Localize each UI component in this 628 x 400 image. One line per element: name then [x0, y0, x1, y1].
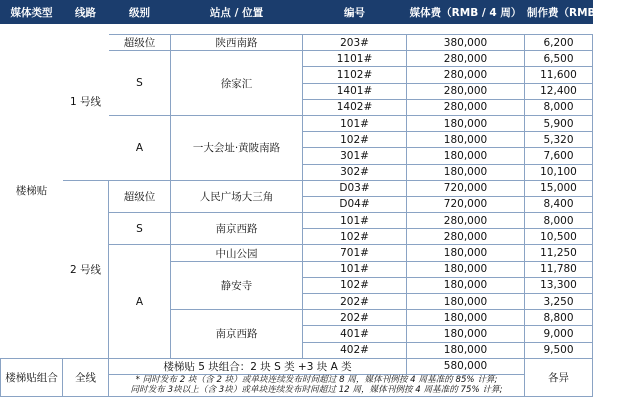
production-fee-cell: 5,900: [525, 115, 593, 131]
production-fee-cell: 8,000: [525, 213, 593, 229]
level-cell: A: [109, 115, 171, 180]
discount-notes: [109, 374, 525, 396]
media-fee-cell: 180,000: [407, 164, 525, 180]
production-fee-cell: 8,000: [525, 99, 593, 115]
code-cell: 301#: [303, 148, 407, 164]
production-fee-cell: 8,400: [525, 196, 593, 212]
header-row: [1, 1, 593, 24]
code-cell: 202#: [303, 294, 407, 310]
code-cell: 101#: [303, 261, 407, 277]
production-fee-cell: 9,500: [525, 342, 593, 358]
header-code: 编号: [303, 1, 407, 24]
combo-line-cell: 全线: [63, 358, 109, 396]
media-fee-cell: 280,000: [407, 83, 525, 99]
code-cell: 302#: [303, 164, 407, 180]
code-cell: 102#: [303, 277, 407, 293]
production-fee-cell: 10,500: [525, 229, 593, 245]
header-media-type: 媒体类型: [1, 1, 63, 24]
code-cell: 101#: [303, 115, 407, 131]
production-fee-cell: 11,250: [525, 245, 593, 261]
production-fee-cell: 8,800: [525, 310, 593, 326]
code-cell: 1402#: [303, 99, 407, 115]
combo-production-fee: 各异: [525, 358, 593, 396]
combo-description: 楼梯贴 5 块组合：2 块 S 类 +3 块 A 类: [109, 358, 407, 374]
media-fee-cell: 280,000: [407, 213, 525, 229]
media-fee-cell: 720,000: [407, 180, 525, 196]
level-cell: S: [109, 51, 171, 116]
discount-note-2: 同时发布 3块以上（含 3块）或单块连续发布时间超过 12 周，媒体刊例按 4 周基准的 75% 计算;: [130, 385, 503, 396]
code-cell: 203#: [303, 35, 407, 51]
production-fee-cell: 13,300: [525, 277, 593, 293]
production-fee-cell: 7,600: [525, 148, 593, 164]
production-fee-cell: 12,400: [525, 83, 593, 99]
production-fee-cell: 10,100: [525, 164, 593, 180]
combo-type-cell: 楼梯贴组合: [1, 358, 63, 396]
production-fee-cell: 6,200: [525, 35, 593, 51]
media-fee-cell: 280,000: [407, 51, 525, 67]
code-cell: 202#: [303, 310, 407, 326]
code-cell: 102#: [303, 229, 407, 245]
code-cell: 1102#: [303, 67, 407, 83]
line2-cell: 2 号线: [63, 180, 109, 358]
code-cell: D04#: [303, 196, 407, 212]
media-fee-cell: 180,000: [407, 326, 525, 342]
level-cell: S: [109, 213, 171, 245]
header-station: 站点 / 位置: [171, 1, 303, 24]
combo-media-fee: 580,000: [407, 358, 525, 374]
production-fee-cell: 3,250: [525, 294, 593, 310]
production-fee-cell: 5,320: [525, 132, 593, 148]
media-fee-cell: 180,000: [407, 261, 525, 277]
station-cell: 一大会址·黄陂南路: [171, 115, 303, 180]
header-line: 线路: [63, 1, 109, 24]
code-cell: D03#: [303, 180, 407, 196]
level-cell: 超级位: [109, 35, 171, 51]
station-cell: 徐家汇: [171, 51, 303, 116]
code-cell: 401#: [303, 326, 407, 342]
production-fee-cell: 6,500: [525, 51, 593, 67]
media-fee-cell: 180,000: [407, 115, 525, 131]
level-cell: A: [109, 245, 171, 358]
media-fee-cell: 720,000: [407, 196, 525, 212]
media-fee-cell: 280,000: [407, 99, 525, 115]
station-cell: 中山公园: [171, 245, 303, 261]
media-fee-cell: 180,000: [407, 277, 525, 293]
code-cell: 102#: [303, 132, 407, 148]
production-fee-cell: 15,000: [525, 180, 593, 196]
station-cell: 人民广场大三角: [171, 180, 303, 212]
production-fee-cell: 11,780: [525, 261, 593, 277]
table-row: [1, 180, 593, 196]
production-fee-cell: 9,000: [525, 326, 593, 342]
station-cell: 陕西南路: [171, 35, 303, 51]
media-fee-cell: 180,000: [407, 342, 525, 358]
media-type-cell: 楼梯贴: [1, 24, 63, 359]
line1-cell: 1 号线: [63, 24, 109, 181]
media-fee-cell: 180,000: [407, 245, 525, 261]
media-fee-cell: 380,000: [407, 35, 525, 51]
station-cell: 南京西路: [171, 310, 303, 359]
media-fee-cell: 280,000: [407, 67, 525, 83]
discount-note-1: * 同时发布 2 块（含 2 块）或单块连续发布时间超过 8 周，媒体刊例按 4 周基准的 85% 计算;: [135, 375, 498, 386]
code-cell: 101#: [303, 213, 407, 229]
station-cell: 南京西路: [171, 213, 303, 245]
header-production-fee: 制作费（RMB / 次）: [525, 1, 593, 24]
code-cell: 1401#: [303, 83, 407, 99]
production-fee-cell: 11,600: [525, 67, 593, 83]
header-media-fee: 媒体费（RMB / 4 周）: [407, 1, 525, 24]
code-cell: 1101#: [303, 51, 407, 67]
code-cell: 402#: [303, 342, 407, 358]
spacer-row: [1, 24, 593, 35]
media-fee-cell: 180,000: [407, 148, 525, 164]
media-fee-cell: 280,000: [407, 229, 525, 245]
station-cell: 静安寺: [171, 261, 303, 310]
media-fee-cell: 180,000: [407, 132, 525, 148]
media-fee-cell: 180,000: [407, 294, 525, 310]
combo-row: [1, 358, 593, 374]
level-cell: 超级位: [109, 180, 171, 212]
header-level: 级别: [109, 1, 171, 24]
code-cell: 701#: [303, 245, 407, 261]
media-fee-cell: 180,000: [407, 310, 525, 326]
